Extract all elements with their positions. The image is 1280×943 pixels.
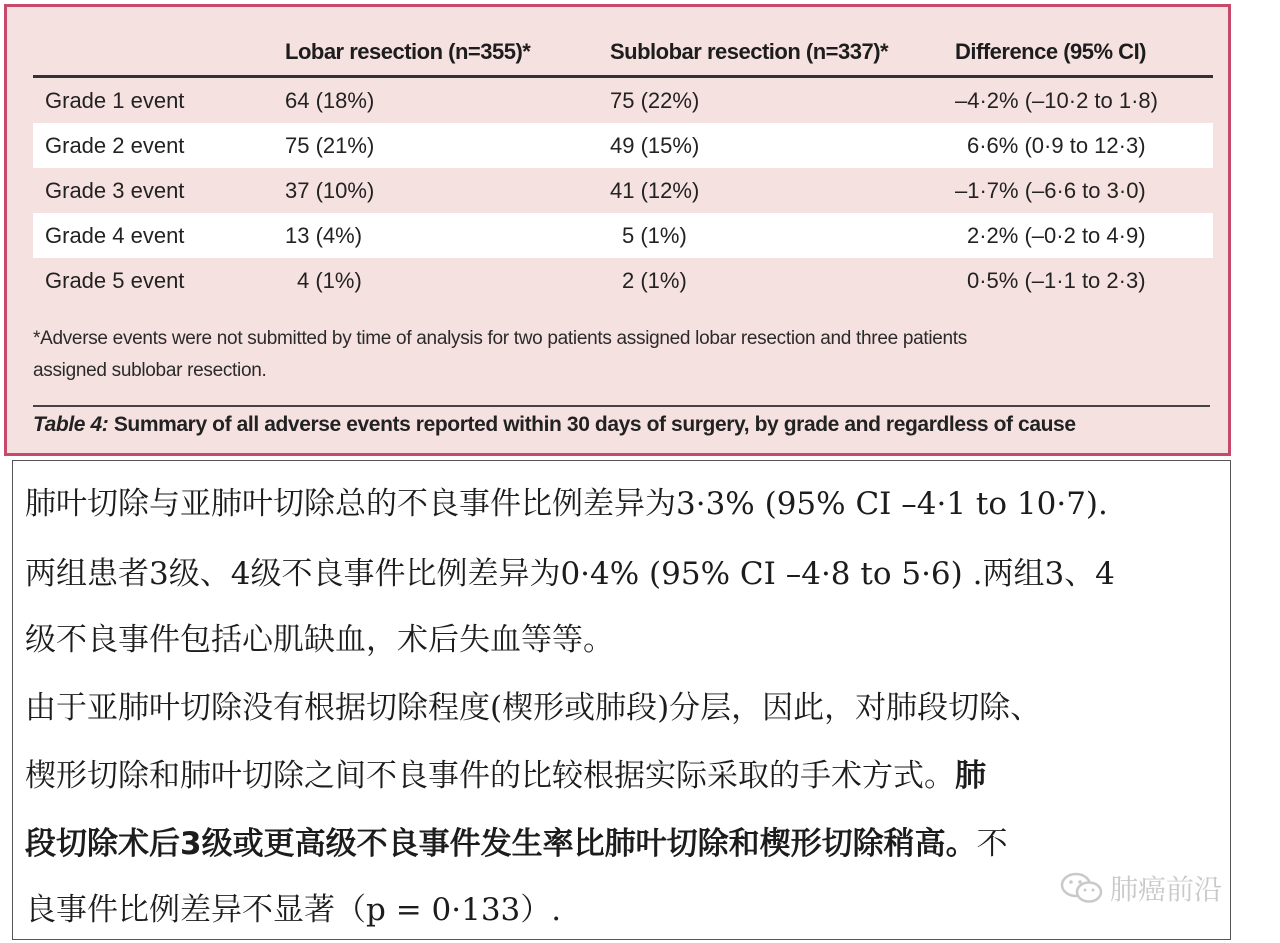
adverse-events-table (33, 29, 1213, 303)
cell-grade: Grade 1 event (45, 87, 185, 113)
footnote-line: assigned sublobar resection. (33, 360, 267, 381)
text-line (25, 811, 1008, 877)
text-line: 由于亚肺叶切除没有根据切除程度(楔形或肺段)分层，因此，对肺段切除、 (25, 690, 1042, 726)
footnote-line: *Adverse events were not submitted by time of analysis for two patients assigned lobar resection and three patients (33, 328, 967, 349)
text-line: 级不良事件包括心肌缺血，术后失血等等。 (25, 622, 614, 658)
cell-sublobar: 75 (22%) (610, 87, 700, 113)
text-segment-bold: 肺 (955, 758, 986, 794)
text-line: 良事件比例差异不显著（p = 0·133）. (25, 892, 562, 928)
adverse-events-table-panel (4, 4, 1231, 456)
table-footnote (33, 323, 1193, 387)
header-grade (33, 29, 273, 77)
header-sublobar: Sublobar resection (n=337)* (610, 39, 889, 64)
caption-text: Summary of all adverse events reported within 30 days of surgery, by grade and regardless of cause (108, 413, 1076, 436)
cell-difference: 0·5% (–1·1 to 2·3) (967, 267, 1146, 293)
cell-grade: Grade 5 event (45, 267, 185, 293)
cell-sublobar: 5 (1%) (602, 213, 953, 258)
table-row (33, 213, 1213, 258)
text-line (25, 743, 986, 809)
table-row (33, 258, 1213, 303)
caption-divider (33, 405, 1210, 407)
table-caption (33, 413, 1076, 437)
cell-grade: Grade 4 event (33, 213, 273, 258)
watermark (1060, 868, 1222, 908)
table-row (33, 168, 1213, 213)
table-row (33, 123, 1213, 168)
cell-lobar: 4 (1%) (297, 267, 362, 293)
cell-sublobar: 2 (1%) (622, 267, 687, 293)
wechat-icon (1060, 871, 1104, 905)
cell-lobar: 75 (21%) (273, 123, 602, 168)
watermark-label: 肺癌前沿 (1110, 873, 1223, 906)
text-segment-bold: 段切除术后3级或更高级不良事件发生率比肺叶切除和楔形切除稍高。 (25, 826, 977, 862)
table-row (33, 77, 1213, 124)
cell-lobar: 64 (18%) (285, 87, 375, 113)
cell-sublobar: 41 (12%) (610, 177, 700, 203)
cell-difference: –4·2% (–10·2 to 1·8) (955, 87, 1158, 113)
cell-grade: Grade 2 event (33, 123, 273, 168)
text-segment: 不 (976, 826, 1008, 862)
text-line: 两组患者3级、4级不良事件比例差异为0·4% (95% CI –4·8 to 5·6) .两组3、4 (25, 556, 1115, 592)
cell-lobar: 13 (4%) (273, 213, 602, 258)
cell-grade: Grade 3 event (45, 177, 185, 203)
cell-difference: –1·7% (–6·6 to 3·0) (955, 177, 1146, 203)
cell-difference: 2·2% (–0·2 to 4·9) (953, 213, 1213, 258)
text-line: 肺叶切除与亚肺叶切除总的不良事件比例差异为3·3% (95% CI –4·1 to 10·7). (25, 486, 1108, 522)
cell-sublobar: 49 (15%) (602, 123, 953, 168)
cell-lobar: 37 (10%) (285, 177, 375, 203)
header-lobar: Lobar resection (n=355)* (285, 39, 531, 64)
commentary-text-box (12, 460, 1231, 940)
text-segment: 楔形切除和肺叶切除之间不良事件的比较根据实际采取的手术方式。 (25, 758, 955, 794)
cell-difference: 6·6% (0·9 to 12·3) (953, 123, 1213, 168)
caption-label: Table 4: (33, 413, 109, 436)
table-header-row (33, 29, 1213, 77)
header-difference: Difference (95% CI) (955, 39, 1147, 64)
